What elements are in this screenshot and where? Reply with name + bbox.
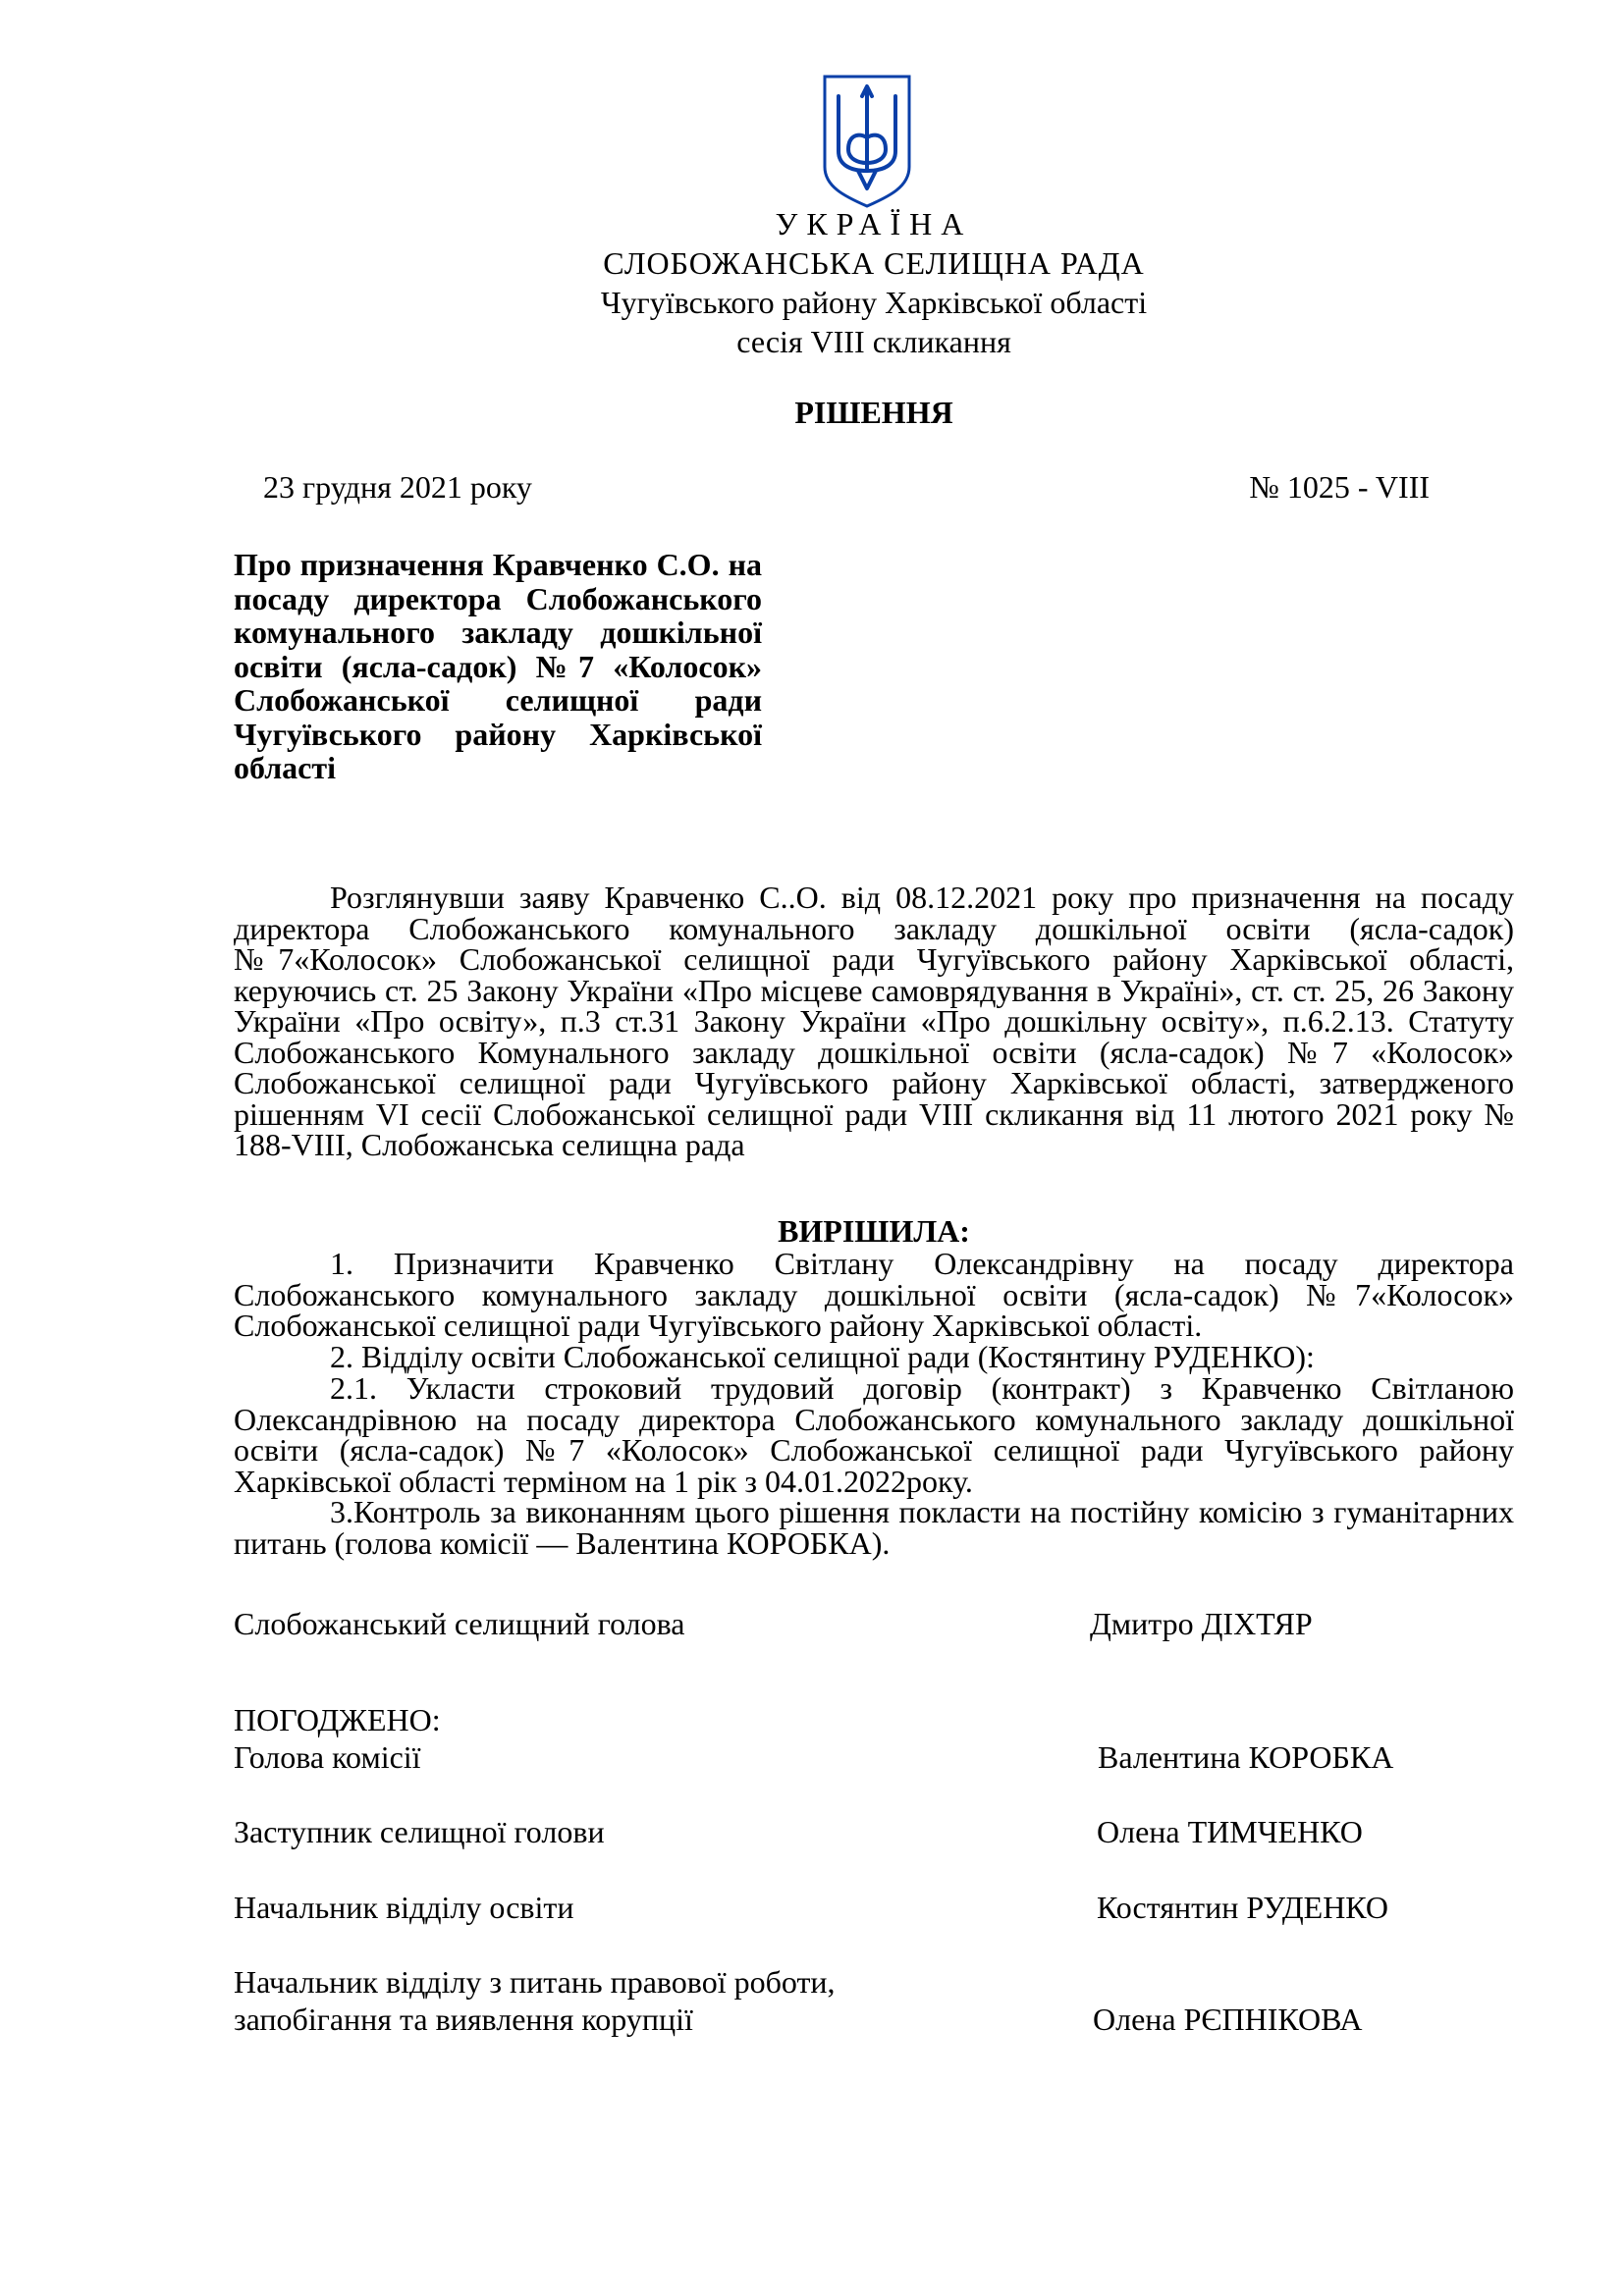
commission-position: Голова комісії [234,1739,421,1775]
country-name: УКРАЇНА [775,206,973,241]
tryzub-coat-of-arms-icon [821,73,913,210]
decision-date: 23 грудня 2021 року [263,469,532,505]
item-1-paragraph: 1. Призначити Кравченко Світлану Олександрівну на посаду директора Слобожанського комунального закладу дошкільної освіти (ясла-садок) №7«Колосок» Слобожанської селищної ради Чугуївського району Харківської області. [234,1246,1514,1343]
district-name: Чугуївського району Харківської області [600,285,1148,320]
preamble-paragraph: Розглянувши заяву Кравченко С..О. від 08.12.2021 року про призначення на посаду директора Слобожанського комунального закладу дошкільної освіти (ясла-садок) №7«Колосок» Слобожанської селищної ради Чугуївського району Харківської області, керуючись ст. 25 Закону України «Про місцеве самоврядування в Україні», ст. ст. 25, 26 Закону України «Про освіту», п.3 ст.31 Закону України «Про дошкільну освіту», п.6.2.13. Статуту Слобожанського Комунального закладу дошкільної освіти (ясла-садок) №7 «Колосок» Слобожанської селищної ради Чугуївського району Харківської області, затвердженого рішенням VI сесії Слобожанської селищної ради VIII скликання від 11 лютого 2021 року № 188-VIII, Слобожанська селищна рада [234,880,1514,1162]
commission-name: Валентина КОРОБКА [1098,1739,1394,1775]
head-position: Слобожанський селищний голова [234,1606,685,1641]
item-2-paragraph: 2. Відділу освіти Слобожанської селищної ради (Костянтину РУДЕНКО): [330,1339,1315,1374]
decision-number: № 1025 - VIII [1249,469,1430,505]
council-name: СЛОБОЖАНСЬКА СЕЛИЩНА РАДА [603,245,1145,281]
approved-label: ПОГОДЖЕНО: [234,1702,441,1737]
item-2-1-paragraph: 2.1. Укласти строковий трудовий договір (контракт) з Кравченко Світланою Олександрівною на посаду директора Слобожанського комунального закладу дошкільної освіти (ясла-садок) №7 «Колосок» Слобожанської селищної ради Чугуївського району Харківської області терміном на 1 рік з 04.01.2022року. [234,1370,1514,1499]
decided-heading: ВИРІШИЛА: [778,1213,970,1249]
session-label: сесія VIII скликання [736,324,1011,359]
deputy-name: Олена ТИМЧЕНКО [1097,1814,1363,1849]
legal-name: Олена РЄПНІКОВА [1093,2002,1363,2037]
document-title: РІШЕННЯ [794,395,953,430]
legal-position-line1: Начальник відділу з питань правової роботи, [234,1964,836,2000]
education-name: Костянтин РУДЕНКО [1097,1890,1388,1925]
item-3-paragraph: 3.Контроль за виконанням цього рішення покласти на постійну комісію з гуманітарних питань (голова комісії — Валентина КОРОБКА). [234,1494,1514,1561]
decision-subject: Про призначення Кравченко С.О. на посаду директора Слобожанського комунального закладу дошкільної освіти (ясла-садок) №7 «Колосок» Слобожанської селищної ради Чугуївського району Харківської області [234,547,762,785]
education-position: Начальник відділу освіти [234,1890,574,1925]
head-name: Дмитро ДІХТЯР [1090,1606,1313,1641]
legal-position-line2: запобігання та виявлення корупції [234,2002,693,2037]
deputy-position: Заступник селищної голови [234,1814,605,1849]
